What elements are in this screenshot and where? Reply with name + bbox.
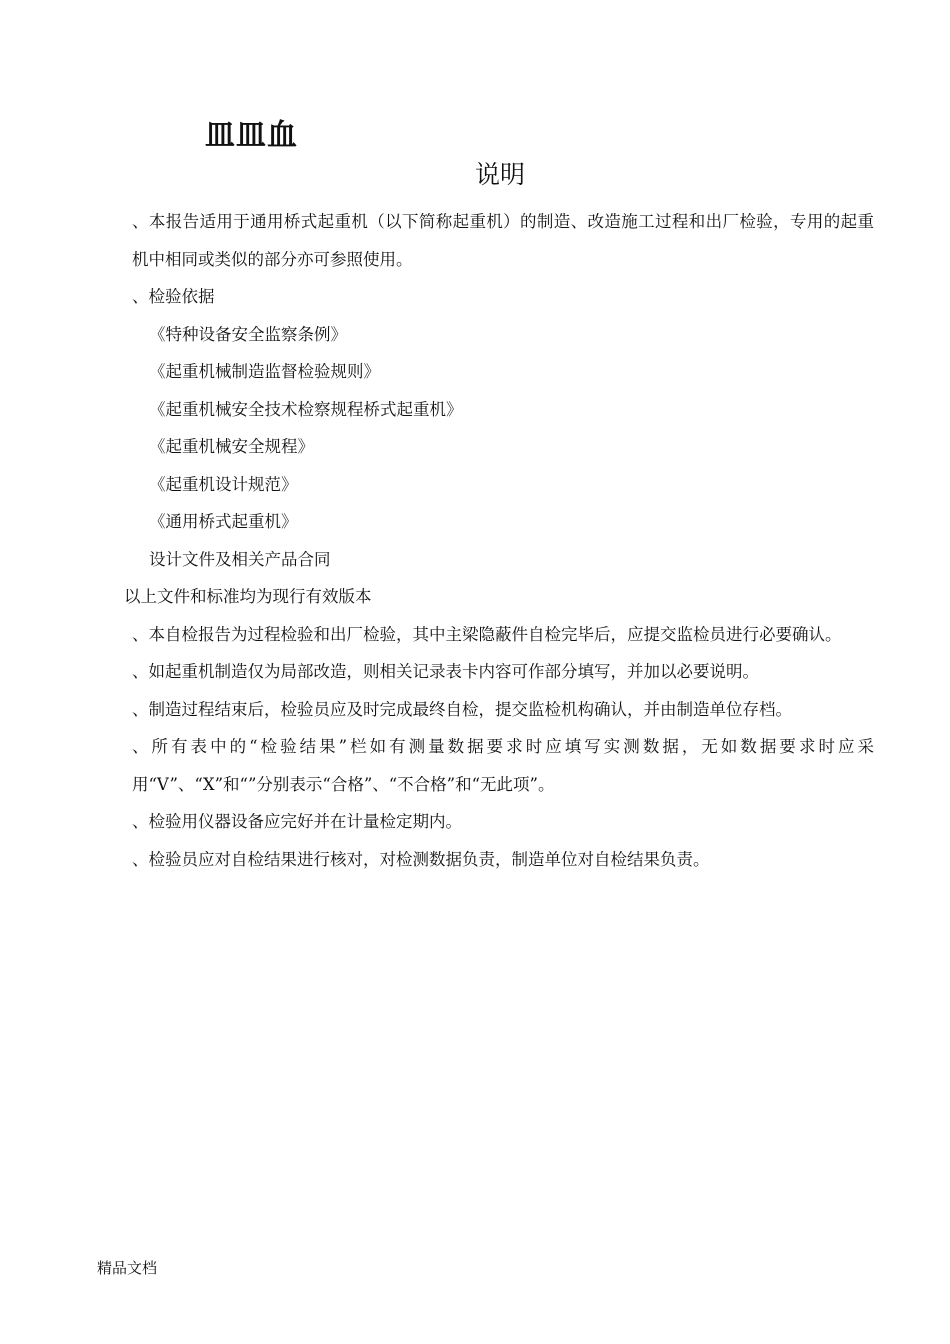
- paragraph: 《起重机械制造监督检验规则》: [149, 362, 380, 381]
- paragraph: 、制造过程结束后，检验员应及时完成最终自检，提交监检机构确认，并由制造单位存档。: [132, 699, 792, 719]
- paragraph: 《特种设备安全监察条例》: [149, 324, 347, 344]
- page-title: [0, 155, 950, 195]
- paragraph: 、检验员应对自检结果进行核对，对检测数据负责，制造单位对自检结果负责。: [132, 849, 710, 869]
- paragraph: 、本报告适用于通用桥式起重机（以下简称起重机）的制造、改造施工过程和出厂检验，专用的起重机中相同或类似的部分亦可参照使用。: [132, 212, 874, 269]
- footer-note: 精品文档: [97, 1259, 158, 1277]
- paragraph: 、本自检报告为过程检验和出厂检验，其中主梁隐蔽件自检完毕后，应提交监检员进行必要确认。: [132, 624, 842, 644]
- paragraph: 《起重机械安全规程》: [149, 437, 314, 456]
- paragraph: 《通用桥式起重机》: [149, 512, 298, 531]
- paragraph: 以上文件和标准均为现行有效版本: [124, 587, 372, 606]
- paragraph: 、检验依据: [132, 287, 215, 306]
- paragraph: 、所有表中的“检验结果”栏如有测量数据要求时应填写实测数据，无如数据要求时应采用“V”、“X”和“”分别表示“合格”、“不合格”和“无此项”。: [132, 737, 874, 794]
- paragraph: 设计文件及相关产品合同: [149, 549, 331, 569]
- document-body: [84, 203, 874, 878]
- paragraph: 《起重机设计规范》: [149, 474, 298, 494]
- page-title-text: 说明: [474, 160, 525, 189]
- paragraph: 、检验用仪器设备应完好并在计量检定期内。: [132, 812, 462, 831]
- header-glyphs: 皿皿血: [205, 118, 298, 153]
- paragraph: 、如起重机制造仅为局部改造，则相关记录表卡内容可作部分填写，并加以必要说明。: [132, 662, 759, 681]
- paragraph: 《起重机械安全技术检察规程桥式起重机》: [149, 399, 463, 419]
